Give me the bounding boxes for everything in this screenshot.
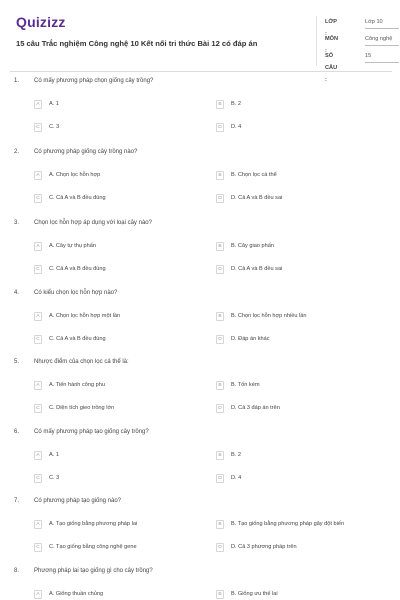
meta-value: Lớp 10 bbox=[365, 16, 399, 29]
option-letter-box: B bbox=[216, 312, 224, 321]
option-text: D. 4 bbox=[231, 475, 242, 481]
option-text: A. 1 bbox=[49, 101, 59, 107]
meta-key: MÔN : bbox=[325, 36, 339, 54]
option-text: B. Tốn kém bbox=[231, 382, 260, 388]
option-letter-box: A bbox=[34, 242, 42, 251]
option-text: A. Cây tự thụ phấn bbox=[49, 243, 96, 249]
option-letter-box: C bbox=[34, 123, 42, 132]
option-letter-box: D bbox=[216, 543, 224, 552]
option-d[interactable] bbox=[216, 263, 282, 275]
option-b[interactable] bbox=[216, 588, 278, 600]
option-letter-box: D bbox=[216, 335, 224, 344]
option-letter-box: B bbox=[216, 242, 224, 251]
option-a[interactable] bbox=[34, 379, 105, 391]
worksheet-meta bbox=[316, 16, 400, 83]
option-c[interactable] bbox=[34, 263, 106, 275]
meta-value: 15 bbox=[365, 50, 399, 63]
question-text: Nhược điểm của chọn lọc cá thể là: bbox=[34, 359, 129, 365]
question-text: Có kiểu chọn lọc hỗn hợp nào? bbox=[34, 290, 118, 296]
option-text: D. Đáp án khác bbox=[231, 336, 270, 342]
meta-value: Công nghệ bbox=[365, 33, 399, 46]
option-c[interactable] bbox=[34, 472, 59, 484]
option-b[interactable] bbox=[216, 518, 344, 530]
option-text: B. 2 bbox=[231, 101, 241, 107]
worksheet-title: 15 câu Trắc nghiệm Công nghệ 10 Kết nối tri thức Bài 12 có đáp án bbox=[16, 39, 258, 48]
option-text: B. Giống ưu thế lai bbox=[231, 591, 278, 597]
question-text: Phương pháp lai tạo giống gì cho cây trồng? bbox=[34, 568, 153, 574]
option-letter-box: B bbox=[216, 520, 224, 529]
option-text: C. Cả A và B đều đúng bbox=[49, 195, 106, 201]
question-number: 8. bbox=[14, 568, 20, 574]
option-b[interactable] bbox=[216, 98, 241, 110]
option-c[interactable] bbox=[34, 121, 59, 133]
option-a[interactable] bbox=[34, 98, 59, 110]
option-d[interactable] bbox=[216, 541, 297, 553]
option-text: A. Tạo giống bằng phương pháp lai bbox=[49, 521, 138, 527]
option-text: A. Chọn lọc hỗn hợp một lần bbox=[49, 313, 121, 319]
option-a[interactable] bbox=[34, 240, 96, 252]
option-letter-box: B bbox=[216, 171, 224, 180]
option-b[interactable] bbox=[216, 310, 307, 322]
option-b[interactable] bbox=[216, 169, 277, 181]
option-letter-box: B bbox=[216, 451, 224, 460]
option-d[interactable] bbox=[216, 192, 282, 204]
option-letter-box: D bbox=[216, 265, 224, 274]
question-text: Chọn lọc hỗn hợp áp dụng với loại cây nào? bbox=[34, 220, 152, 226]
question-number: 2. bbox=[14, 149, 20, 155]
question-item bbox=[0, 498, 400, 569]
option-d[interactable] bbox=[216, 121, 241, 133]
question-text: Có phương pháp giống cây trồng nào? bbox=[34, 149, 138, 155]
option-a[interactable] bbox=[34, 588, 103, 600]
option-text: B. Chọn lọc hỗn hợp nhiều lần bbox=[231, 313, 307, 319]
option-text: C. Cả A và B đều đúng bbox=[49, 336, 106, 342]
option-text: A. Chọn lọc hỗn hợp bbox=[49, 172, 101, 178]
option-b[interactable] bbox=[216, 379, 260, 391]
option-d[interactable] bbox=[216, 402, 280, 414]
question-item bbox=[0, 78, 400, 149]
question-number: 7. bbox=[14, 498, 20, 504]
question-text: Có phương pháp tạo giống nào? bbox=[34, 498, 122, 504]
option-letter-box: A bbox=[34, 451, 42, 460]
option-text: B. Cây giao phấn bbox=[231, 243, 274, 249]
option-letter-box: C bbox=[34, 474, 42, 483]
question-number: 6. bbox=[14, 429, 20, 435]
question-number: 5. bbox=[14, 359, 20, 365]
option-text: A. Giống thuần chủng bbox=[49, 591, 104, 597]
option-letter-box: C bbox=[34, 335, 42, 344]
question-number: 1. bbox=[14, 78, 20, 84]
option-d[interactable] bbox=[216, 333, 270, 345]
option-text: D. 4 bbox=[231, 124, 242, 130]
option-text: A. Tiến hành công phu bbox=[49, 382, 105, 388]
option-text: D. Cả 3 phương pháp trên bbox=[231, 544, 297, 550]
option-letter-box: C bbox=[34, 265, 42, 274]
option-c[interactable] bbox=[34, 402, 114, 414]
option-letter-box: B bbox=[216, 381, 224, 390]
option-a[interactable] bbox=[34, 169, 100, 181]
question-number: 3. bbox=[14, 220, 20, 226]
option-a[interactable] bbox=[34, 310, 120, 322]
question-item bbox=[0, 290, 400, 361]
meta-key: LỚP : bbox=[325, 19, 337, 37]
meta-key: SỐ CÂU : bbox=[325, 53, 338, 83]
option-text: D. Cả A và B đều sai bbox=[231, 195, 283, 201]
option-text: B. Chọn lọc cá thể bbox=[231, 172, 277, 178]
option-c[interactable] bbox=[34, 333, 106, 345]
option-letter-box: D bbox=[216, 194, 224, 203]
question-item bbox=[0, 149, 400, 220]
question-text: Có mấy phương pháp chọn giống cây trồng? bbox=[34, 78, 154, 84]
quizizz-logo[interactable]: Quizizz bbox=[16, 14, 66, 30]
option-b[interactable] bbox=[216, 240, 274, 252]
option-letter-box: A bbox=[34, 312, 42, 321]
question-item bbox=[0, 359, 400, 430]
option-letter-box: A bbox=[34, 590, 42, 599]
option-letter-box: C bbox=[34, 543, 42, 552]
option-letter-box: C bbox=[34, 404, 42, 413]
option-a[interactable] bbox=[34, 449, 59, 461]
option-c[interactable] bbox=[34, 192, 106, 204]
option-letter-box: A bbox=[34, 100, 42, 109]
option-text: C. 3 bbox=[49, 475, 60, 481]
option-text: B. 2 bbox=[231, 452, 241, 458]
option-letter-box: C bbox=[34, 194, 42, 203]
option-text: C. 3 bbox=[49, 124, 60, 130]
option-letter-box: B bbox=[216, 590, 224, 599]
option-text: C. Cả A và B đều đúng bbox=[49, 266, 106, 272]
option-text: D. Cả A và B đều sai bbox=[231, 266, 283, 272]
option-text: D. Cả 3 đáp án trên bbox=[231, 405, 280, 411]
option-letter-box: D bbox=[216, 404, 224, 413]
question-text: Có mấy phương pháp tạo giống cây trồng? bbox=[34, 429, 149, 435]
option-letter-box: A bbox=[34, 171, 42, 180]
option-text: C. Tạo giống bằng công nghệ gene bbox=[49, 544, 137, 550]
option-text: B. Tạo giống bằng phương pháp gây đột biến bbox=[231, 521, 345, 527]
option-d[interactable] bbox=[216, 472, 241, 484]
option-text: A. 1 bbox=[49, 452, 59, 458]
option-letter-box: D bbox=[216, 474, 224, 483]
option-letter-box: B bbox=[216, 100, 224, 109]
option-letter-box: D bbox=[216, 123, 224, 132]
question-item bbox=[0, 429, 400, 500]
question-number: 4. bbox=[14, 290, 20, 296]
option-letter-box: A bbox=[34, 381, 42, 390]
option-letter-box: A bbox=[34, 520, 42, 529]
option-a[interactable] bbox=[34, 518, 137, 530]
question-item bbox=[0, 568, 400, 600]
option-c[interactable] bbox=[34, 541, 137, 553]
option-b[interactable] bbox=[216, 449, 241, 461]
question-item bbox=[0, 220, 400, 291]
option-text: C. Diện tích gieo trồng lớn bbox=[49, 405, 115, 411]
